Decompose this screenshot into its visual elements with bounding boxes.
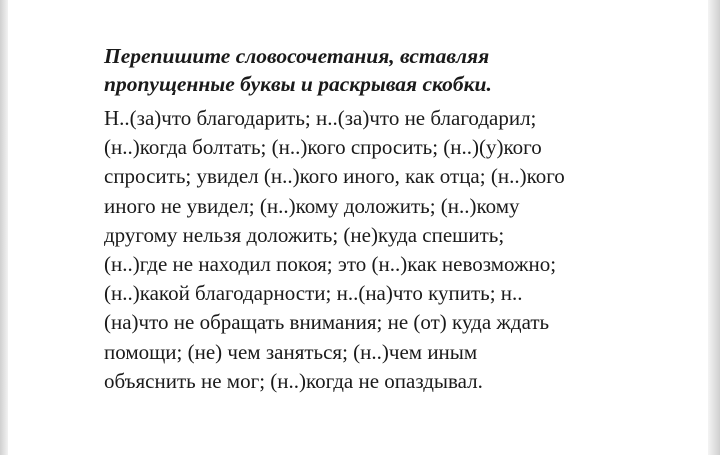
exercise-title <box>104 42 684 98</box>
body-line: объяснить не мог; (н..)когда не опаздывал. <box>104 368 483 393</box>
body-line: (на)что не обращать внимания; не (от) куда ждать <box>104 310 550 335</box>
exercise-body <box>104 104 684 396</box>
body-line: другому нельзя доложить; (не)куда спешить; <box>104 222 505 247</box>
title-line: пропущенные буквы и раскрывая скобки. <box>104 72 492 96</box>
title-line: Перепишите словосочетания, вставляя <box>104 44 490 68</box>
right-edge-shadow <box>708 0 720 455</box>
body-line: иного не увидел; (н..)кому доложить; (н..)кому <box>104 193 520 218</box>
body-line: (н..)где не находил покоя; это (н..)как невозможно; <box>104 252 557 277</box>
body-line: Н..(за)что благодарить; н..(за)что не благодарил; <box>104 106 537 130</box>
body-line: спросить; увидел (н..)кого иного, как отца; (н..)кого <box>104 164 565 189</box>
body-line: (н..)какой благодарности; н..(на)что купить; н.. <box>104 281 523 306</box>
exercise-document <box>104 42 684 396</box>
body-line: помощи; (не) чем заняться; (н..)чем иным <box>104 339 478 364</box>
left-edge-shadow <box>0 0 8 455</box>
body-line: (н..)когда болтать; (н..)кого спросить; (н..)(у)кого <box>104 135 542 160</box>
